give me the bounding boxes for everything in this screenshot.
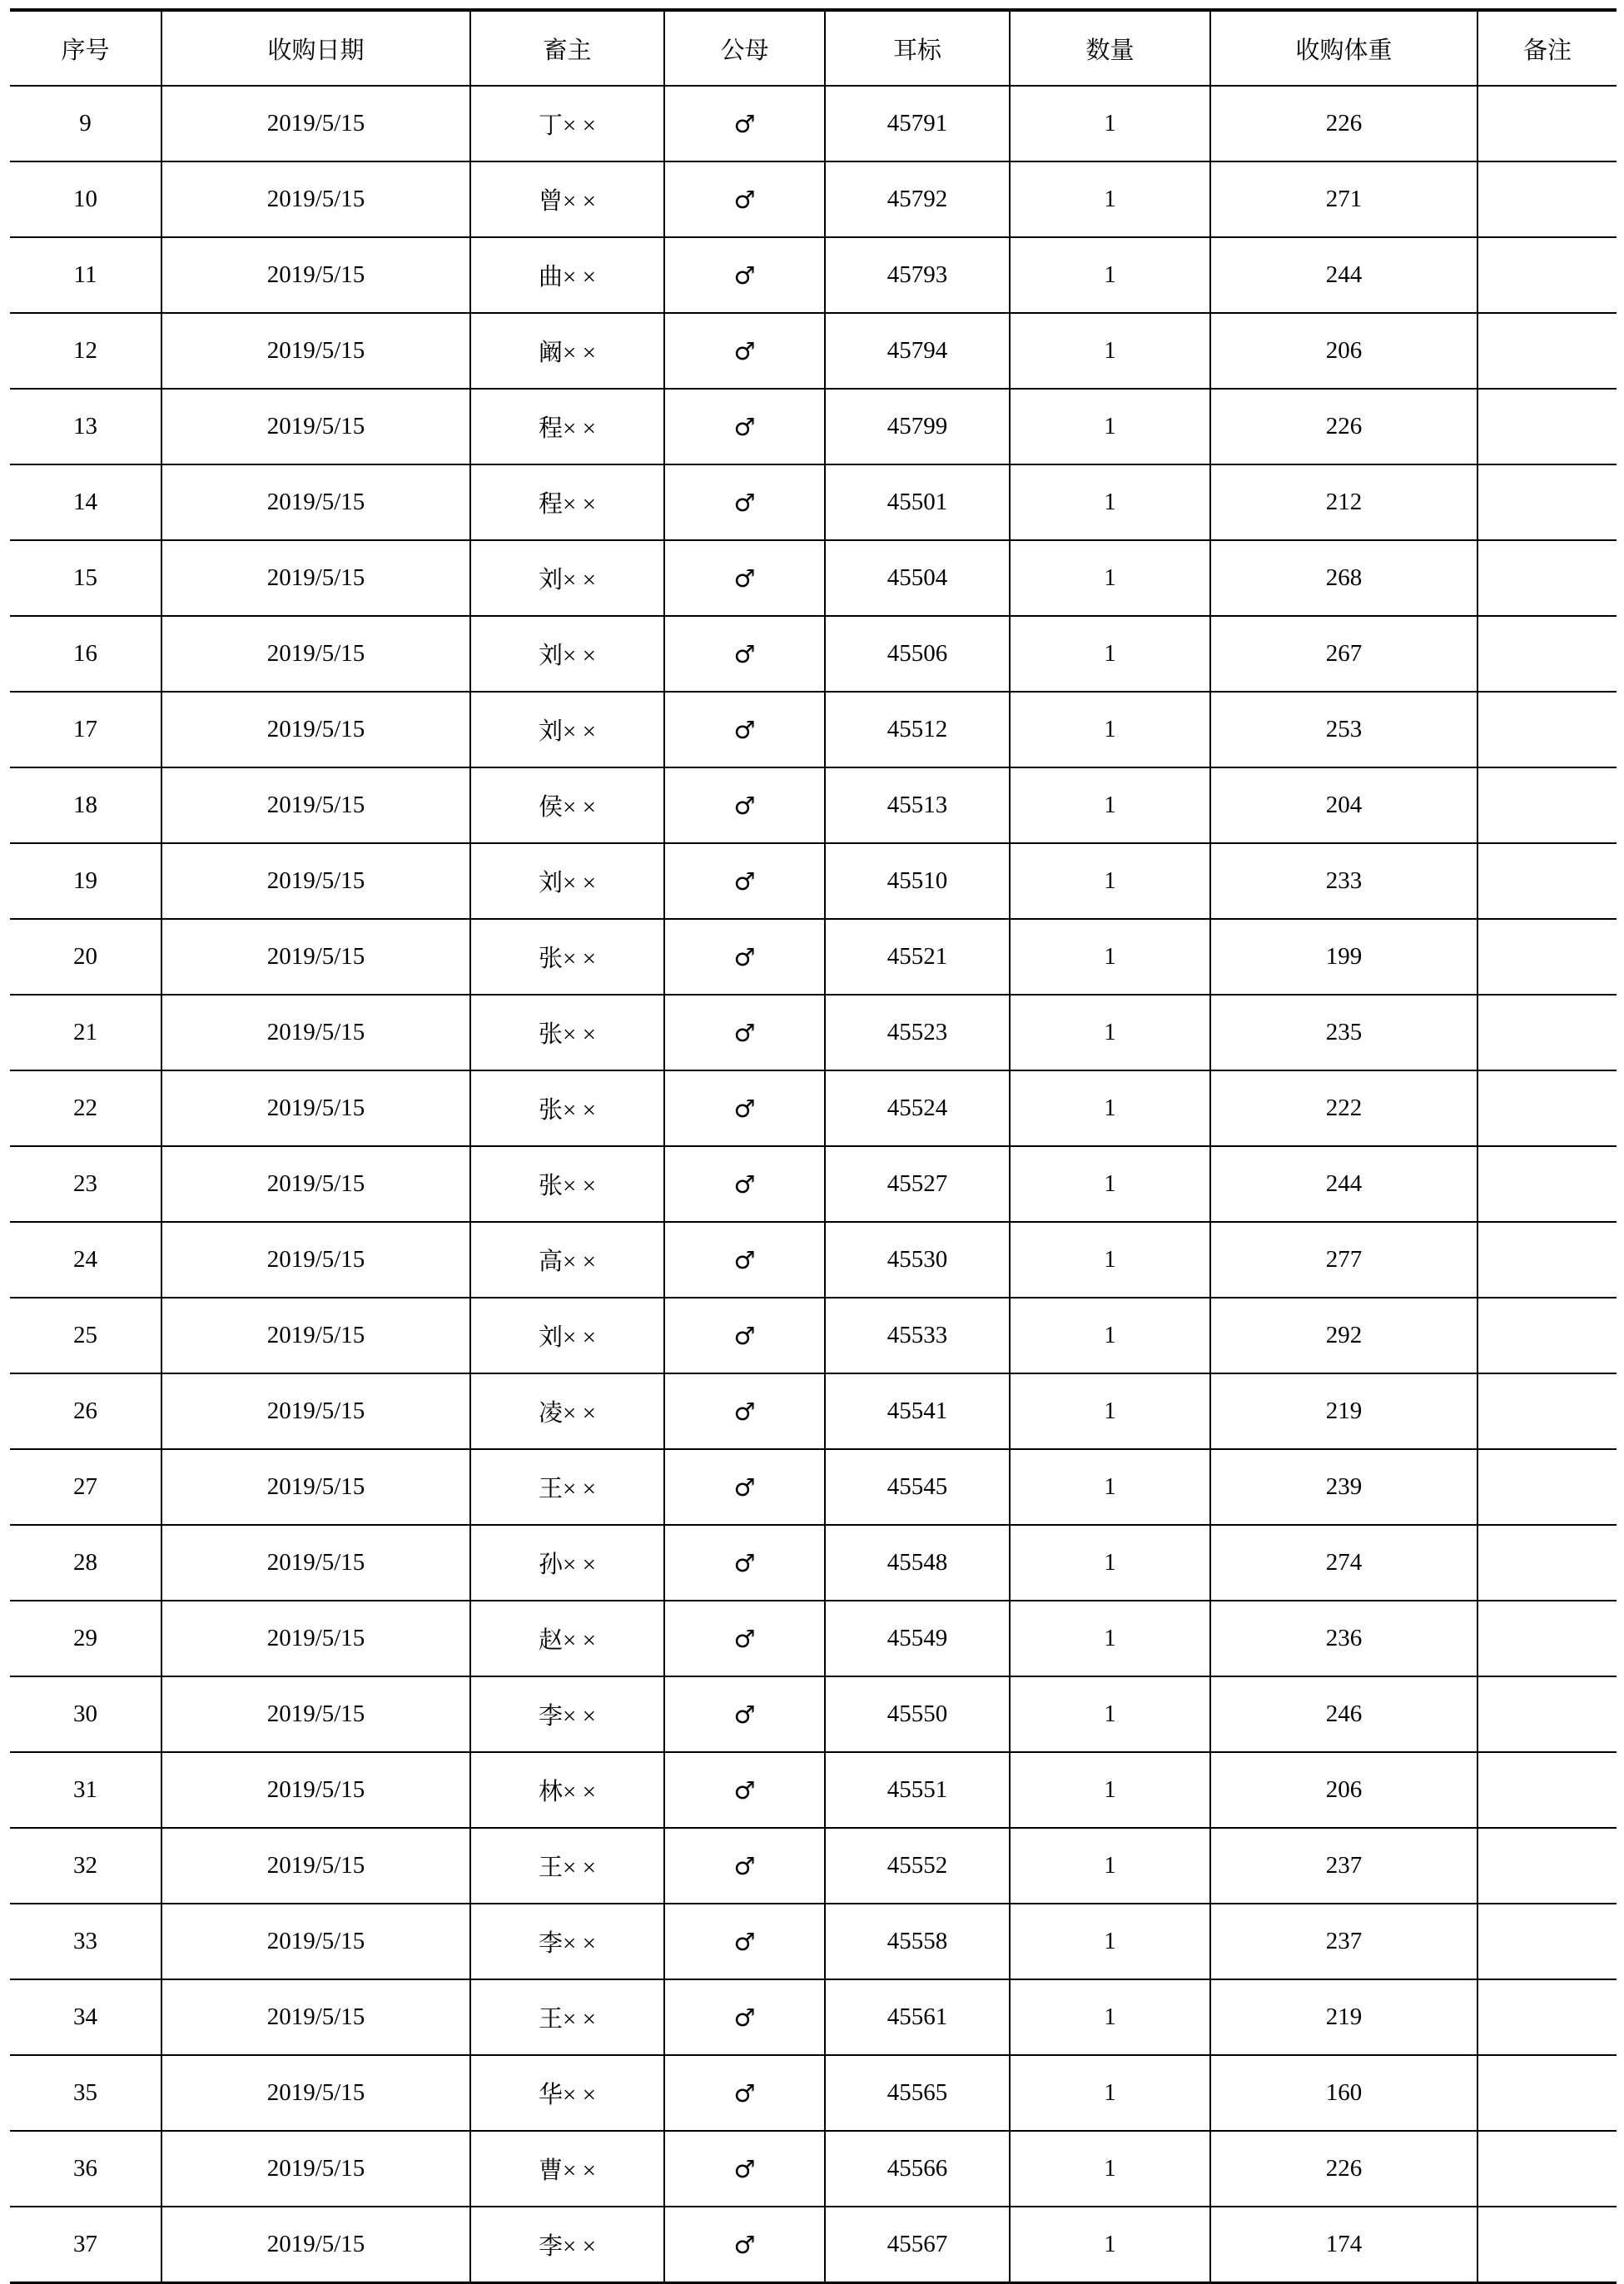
- table-row: [10, 1752, 1617, 1828]
- table-row: [10, 767, 1617, 843]
- table-row: [10, 1601, 1617, 1676]
- cell-purchase-date: 2019/5/15: [161, 1070, 470, 1146]
- column-header-owner: 畜主: [470, 10, 664, 86]
- cell-purchase-weight: 219: [1210, 1373, 1477, 1449]
- cell-sex: ♂: [664, 237, 825, 313]
- cell-purchase-weight: 274: [1210, 1525, 1477, 1601]
- cell-ear-tag: 45550: [825, 1676, 1010, 1752]
- cell-remark: [1477, 616, 1617, 692]
- table-row: [10, 464, 1617, 540]
- cell-owner: 华× ×: [470, 2055, 664, 2131]
- cell-ear-tag: 45793: [825, 237, 1010, 313]
- cell-sex: ♂: [664, 2055, 825, 2131]
- cell-quantity: 1: [1010, 767, 1210, 843]
- cell-seq: 20: [10, 919, 161, 995]
- cell-seq: 28: [10, 1525, 161, 1601]
- cell-purchase-date: 2019/5/15: [161, 1373, 470, 1449]
- cell-purchase-date: 2019/5/15: [161, 1979, 470, 2055]
- cell-remark: [1477, 1676, 1617, 1752]
- cell-sex: ♂: [664, 1298, 825, 1373]
- cell-quantity: 1: [1010, 389, 1210, 464]
- cell-owner: 张× ×: [470, 1146, 664, 1222]
- cell-purchase-date: 2019/5/15: [161, 464, 470, 540]
- cell-remark: [1477, 1979, 1617, 2055]
- cell-ear-tag: 45561: [825, 1979, 1010, 2055]
- cell-ear-tag: 45799: [825, 389, 1010, 464]
- cell-purchase-date: 2019/5/15: [161, 313, 470, 389]
- cell-seq: 33: [10, 1904, 161, 1979]
- cell-remark: [1477, 692, 1617, 767]
- cell-remark: [1477, 1904, 1617, 1979]
- column-header-ear-tag: 耳标: [825, 10, 1010, 86]
- table-row: [10, 540, 1617, 616]
- cell-sex: ♂: [664, 995, 825, 1070]
- cell-seq: 15: [10, 540, 161, 616]
- cell-ear-tag: 45530: [825, 1222, 1010, 1298]
- column-header-seq: 序号: [10, 10, 161, 86]
- cell-quantity: 1: [1010, 1373, 1210, 1449]
- cell-purchase-weight: 219: [1210, 1979, 1477, 2055]
- cell-owner: 张× ×: [470, 995, 664, 1070]
- cell-quantity: 1: [1010, 161, 1210, 237]
- cell-owner: 阚× ×: [470, 313, 664, 389]
- cell-purchase-weight: 199: [1210, 919, 1477, 995]
- cell-sex: ♂: [664, 2131, 825, 2207]
- cell-remark: [1477, 464, 1617, 540]
- table-row: [10, 237, 1617, 313]
- cell-remark: [1477, 1298, 1617, 1373]
- cell-remark: [1477, 919, 1617, 995]
- cell-purchase-date: 2019/5/15: [161, 767, 470, 843]
- cell-purchase-date: 2019/5/15: [161, 1828, 470, 1904]
- cell-ear-tag: 45533: [825, 1298, 1010, 1373]
- cell-seq: 18: [10, 767, 161, 843]
- cell-purchase-date: 2019/5/15: [161, 1601, 470, 1676]
- cell-sex: ♂: [664, 767, 825, 843]
- cell-quantity: 1: [1010, 1298, 1210, 1373]
- cell-purchase-date: 2019/5/15: [161, 1676, 470, 1752]
- cell-purchase-date: 2019/5/15: [161, 692, 470, 767]
- cell-owner: 程× ×: [470, 389, 664, 464]
- table-row: [10, 616, 1617, 692]
- table-row: [10, 1979, 1617, 2055]
- cell-quantity: 1: [1010, 2131, 1210, 2207]
- cell-ear-tag: 45524: [825, 1070, 1010, 1146]
- table-row: [10, 2055, 1617, 2131]
- column-header-purchase-date: 收购日期: [161, 10, 470, 86]
- cell-purchase-weight: 236: [1210, 1601, 1477, 1676]
- cell-remark: [1477, 2207, 1617, 2283]
- cell-seq: 11: [10, 237, 161, 313]
- cell-purchase-date: 2019/5/15: [161, 919, 470, 995]
- cell-purchase-weight: 237: [1210, 1904, 1477, 1979]
- cell-owner: 刘× ×: [470, 540, 664, 616]
- table-row: [10, 313, 1617, 389]
- cell-ear-tag: 45510: [825, 843, 1010, 919]
- cell-ear-tag: 45792: [825, 161, 1010, 237]
- cell-quantity: 1: [1010, 540, 1210, 616]
- cell-purchase-date: 2019/5/15: [161, 1449, 470, 1525]
- cell-sex: ♂: [664, 86, 825, 161]
- cell-purchase-date: 2019/5/15: [161, 1222, 470, 1298]
- cell-purchase-date: 2019/5/15: [161, 1752, 470, 1828]
- cell-purchase-weight: 244: [1210, 1146, 1477, 1222]
- cell-sex: ♂: [664, 1676, 825, 1752]
- cell-sex: ♂: [664, 1525, 825, 1601]
- cell-owner: 林× ×: [470, 1752, 664, 1828]
- cell-owner: 王× ×: [470, 1828, 664, 1904]
- cell-quantity: 1: [1010, 2055, 1210, 2131]
- cell-quantity: 1: [1010, 1828, 1210, 1904]
- cell-purchase-weight: 246: [1210, 1676, 1477, 1752]
- cell-quantity: 1: [1010, 1601, 1210, 1676]
- cell-remark: [1477, 1222, 1617, 1298]
- cell-purchase-weight: 204: [1210, 767, 1477, 843]
- cell-purchase-date: 2019/5/15: [161, 389, 470, 464]
- cell-sex: ♂: [664, 1070, 825, 1146]
- cell-sex: ♂: [664, 161, 825, 237]
- cell-owner: 李× ×: [470, 1904, 664, 1979]
- cell-seq: 17: [10, 692, 161, 767]
- cell-owner: 刘× ×: [470, 843, 664, 919]
- table-row: [10, 1676, 1617, 1752]
- cell-ear-tag: 45527: [825, 1146, 1010, 1222]
- cell-ear-tag: 45504: [825, 540, 1010, 616]
- cell-seq: 37: [10, 2207, 161, 2283]
- cell-seq: 22: [10, 1070, 161, 1146]
- cell-owner: 丁× ×: [470, 86, 664, 161]
- cell-purchase-weight: 253: [1210, 692, 1477, 767]
- cell-owner: 高× ×: [470, 1222, 664, 1298]
- cell-owner: 曹× ×: [470, 2131, 664, 2207]
- cell-seq: 25: [10, 1298, 161, 1373]
- table-row: [10, 161, 1617, 237]
- cell-purchase-date: 2019/5/15: [161, 1525, 470, 1601]
- cell-sex: ♂: [664, 616, 825, 692]
- cell-remark: [1477, 1525, 1617, 1601]
- table-row: [10, 692, 1617, 767]
- cell-remark: [1477, 1146, 1617, 1222]
- cell-sex: ♂: [664, 2207, 825, 2283]
- cell-sex: ♂: [664, 1752, 825, 1828]
- cell-purchase-date: 2019/5/15: [161, 1298, 470, 1373]
- table-row: [10, 843, 1617, 919]
- cell-quantity: 1: [1010, 1449, 1210, 1525]
- cell-sex: ♂: [664, 1222, 825, 1298]
- cell-ear-tag: 45558: [825, 1904, 1010, 1979]
- cell-owner: 王× ×: [470, 1449, 664, 1525]
- cell-owner: 刘× ×: [470, 1298, 664, 1373]
- cell-remark: [1477, 389, 1617, 464]
- cell-quantity: 1: [1010, 1222, 1210, 1298]
- cell-remark: [1477, 2131, 1617, 2207]
- cell-seq: 34: [10, 1979, 161, 2055]
- cell-ear-tag: 45566: [825, 2131, 1010, 2207]
- cell-quantity: 1: [1010, 2207, 1210, 2283]
- cell-sex: ♂: [664, 1979, 825, 2055]
- cell-remark: [1477, 995, 1617, 1070]
- cell-purchase-weight: 268: [1210, 540, 1477, 616]
- table-row: [10, 1904, 1617, 1979]
- cell-remark: [1477, 540, 1617, 616]
- cell-purchase-weight: 271: [1210, 161, 1477, 237]
- cell-sex: ♂: [664, 1373, 825, 1449]
- cell-ear-tag: 45791: [825, 86, 1010, 161]
- cell-purchase-date: 2019/5/15: [161, 2055, 470, 2131]
- cell-owner: 李× ×: [470, 1676, 664, 1752]
- cell-purchase-date: 2019/5/15: [161, 2131, 470, 2207]
- table-row: [10, 919, 1617, 995]
- cell-purchase-date: 2019/5/15: [161, 161, 470, 237]
- table-row: [10, 1449, 1617, 1525]
- table-header: [10, 10, 1617, 86]
- column-header-sex: 公母: [664, 10, 825, 86]
- cell-owner: 刘× ×: [470, 616, 664, 692]
- cell-purchase-date: 2019/5/15: [161, 1904, 470, 1979]
- column-header-remark: 备注: [1477, 10, 1617, 86]
- cell-purchase-weight: 206: [1210, 313, 1477, 389]
- table-row: [10, 1298, 1617, 1373]
- cell-seq: 12: [10, 313, 161, 389]
- cell-purchase-weight: 244: [1210, 237, 1477, 313]
- cell-remark: [1477, 843, 1617, 919]
- cell-ear-tag: 45551: [825, 1752, 1010, 1828]
- cell-purchase-weight: 235: [1210, 995, 1477, 1070]
- column-header-quantity: 数量: [1010, 10, 1210, 86]
- cell-purchase-date: 2019/5/15: [161, 86, 470, 161]
- cell-quantity: 1: [1010, 464, 1210, 540]
- cell-ear-tag: 45512: [825, 692, 1010, 767]
- cell-quantity: 1: [1010, 237, 1210, 313]
- cell-owner: 王× ×: [470, 1979, 664, 2055]
- cell-purchase-date: 2019/5/15: [161, 1146, 470, 1222]
- cell-owner: 曾× ×: [470, 161, 664, 237]
- cell-seq: 9: [10, 86, 161, 161]
- cell-seq: 23: [10, 1146, 161, 1222]
- cell-ear-tag: 45565: [825, 2055, 1010, 2131]
- cell-seq: 24: [10, 1222, 161, 1298]
- cell-purchase-weight: 226: [1210, 86, 1477, 161]
- cell-seq: 10: [10, 161, 161, 237]
- cell-ear-tag: 45523: [825, 995, 1010, 1070]
- cell-seq: 21: [10, 995, 161, 1070]
- cell-owner: 凌× ×: [470, 1373, 664, 1449]
- table-row: [10, 1828, 1617, 1904]
- cell-seq: 26: [10, 1373, 161, 1449]
- table-row: [10, 389, 1617, 464]
- cell-sex: ♂: [664, 1449, 825, 1525]
- cell-remark: [1477, 161, 1617, 237]
- cell-purchase-weight: 239: [1210, 1449, 1477, 1525]
- cell-sex: ♂: [664, 919, 825, 995]
- cell-owner: 刘× ×: [470, 692, 664, 767]
- cell-sex: ♂: [664, 540, 825, 616]
- cell-seq: 36: [10, 2131, 161, 2207]
- cell-sex: ♂: [664, 692, 825, 767]
- cell-purchase-weight: 233: [1210, 843, 1477, 919]
- cell-seq: 32: [10, 1828, 161, 1904]
- cell-purchase-weight: 237: [1210, 1828, 1477, 1904]
- cell-ear-tag: 45506: [825, 616, 1010, 692]
- cell-ear-tag: 45552: [825, 1828, 1010, 1904]
- cell-quantity: 1: [1010, 313, 1210, 389]
- cell-purchase-weight: 277: [1210, 1222, 1477, 1298]
- cell-purchase-weight: 212: [1210, 464, 1477, 540]
- cell-remark: [1477, 86, 1617, 161]
- table-row: [10, 1146, 1617, 1222]
- cell-purchase-weight: 226: [1210, 2131, 1477, 2207]
- cell-owner: 张× ×: [470, 919, 664, 995]
- cell-ear-tag: 45548: [825, 1525, 1010, 1601]
- cell-quantity: 1: [1010, 1752, 1210, 1828]
- cell-owner: 孙× ×: [470, 1525, 664, 1601]
- cell-ear-tag: 45541: [825, 1373, 1010, 1449]
- cell-quantity: 1: [1010, 692, 1210, 767]
- cell-owner: 赵× ×: [470, 1601, 664, 1676]
- cell-remark: [1477, 1601, 1617, 1676]
- table-body: [10, 86, 1617, 2283]
- cell-owner: 李× ×: [470, 2207, 664, 2283]
- cell-purchase-date: 2019/5/15: [161, 2207, 470, 2283]
- table-row: [10, 2207, 1617, 2283]
- table-row: [10, 995, 1617, 1070]
- cell-owner: 侯× ×: [470, 767, 664, 843]
- cell-purchase-weight: 267: [1210, 616, 1477, 692]
- cell-remark: [1477, 1373, 1617, 1449]
- cell-ear-tag: 45794: [825, 313, 1010, 389]
- cell-remark: [1477, 2055, 1617, 2131]
- cell-seq: 14: [10, 464, 161, 540]
- cell-remark: [1477, 767, 1617, 843]
- cell-quantity: 1: [1010, 1525, 1210, 1601]
- table-row: [10, 86, 1617, 161]
- table-row: [10, 1525, 1617, 1601]
- table-row: [10, 1222, 1617, 1298]
- cell-sex: ♂: [664, 1601, 825, 1676]
- table-row: [10, 2131, 1617, 2207]
- table-row: [10, 1373, 1617, 1449]
- cell-purchase-weight: 206: [1210, 1752, 1477, 1828]
- purchase-table: [10, 8, 1617, 2284]
- column-header-purchase-weight: 收购体重: [1210, 10, 1477, 86]
- cell-purchase-weight: 226: [1210, 389, 1477, 464]
- cell-sex: ♂: [664, 1828, 825, 1904]
- cell-ear-tag: 45501: [825, 464, 1010, 540]
- cell-ear-tag: 45521: [825, 919, 1010, 995]
- cell-purchase-date: 2019/5/15: [161, 995, 470, 1070]
- cell-remark: [1477, 237, 1617, 313]
- cell-purchase-weight: 292: [1210, 1298, 1477, 1373]
- cell-quantity: 1: [1010, 1070, 1210, 1146]
- cell-quantity: 1: [1010, 86, 1210, 161]
- cell-remark: [1477, 1449, 1617, 1525]
- cell-seq: 13: [10, 389, 161, 464]
- cell-seq: 19: [10, 843, 161, 919]
- table-row: [10, 1070, 1617, 1146]
- cell-sex: ♂: [664, 464, 825, 540]
- cell-purchase-date: 2019/5/15: [161, 843, 470, 919]
- cell-purchase-date: 2019/5/15: [161, 616, 470, 692]
- cell-sex: ♂: [664, 1904, 825, 1979]
- cell-owner: 程× ×: [470, 464, 664, 540]
- cell-quantity: 1: [1010, 995, 1210, 1070]
- cell-purchase-weight: 222: [1210, 1070, 1477, 1146]
- cell-quantity: 1: [1010, 1146, 1210, 1222]
- cell-remark: [1477, 1828, 1617, 1904]
- cell-seq: 30: [10, 1676, 161, 1752]
- cell-owner: 曲× ×: [470, 237, 664, 313]
- cell-sex: ♂: [664, 389, 825, 464]
- cell-sex: ♂: [664, 1146, 825, 1222]
- cell-quantity: 1: [1010, 616, 1210, 692]
- cell-seq: 31: [10, 1752, 161, 1828]
- cell-sex: ♂: [664, 313, 825, 389]
- cell-quantity: 1: [1010, 919, 1210, 995]
- cell-quantity: 1: [1010, 843, 1210, 919]
- cell-remark: [1477, 313, 1617, 389]
- cell-quantity: 1: [1010, 1676, 1210, 1752]
- cell-seq: 35: [10, 2055, 161, 2131]
- cell-seq: 16: [10, 616, 161, 692]
- cell-purchase-weight: 174: [1210, 2207, 1477, 2283]
- cell-ear-tag: 45545: [825, 1449, 1010, 1525]
- cell-owner: 张× ×: [470, 1070, 664, 1146]
- cell-purchase-date: 2019/5/15: [161, 237, 470, 313]
- cell-ear-tag: 45567: [825, 2207, 1010, 2283]
- cell-quantity: 1: [1010, 1904, 1210, 1979]
- cell-quantity: 1: [1010, 1979, 1210, 2055]
- cell-remark: [1477, 1752, 1617, 1828]
- cell-ear-tag: 45549: [825, 1601, 1010, 1676]
- header-row: [10, 10, 1617, 86]
- cell-seq: 27: [10, 1449, 161, 1525]
- cell-ear-tag: 45513: [825, 767, 1010, 843]
- cell-purchase-date: 2019/5/15: [161, 540, 470, 616]
- cell-sex: ♂: [664, 843, 825, 919]
- cell-seq: 29: [10, 1601, 161, 1676]
- cell-remark: [1477, 1070, 1617, 1146]
- cell-purchase-weight: 160: [1210, 2055, 1477, 2131]
